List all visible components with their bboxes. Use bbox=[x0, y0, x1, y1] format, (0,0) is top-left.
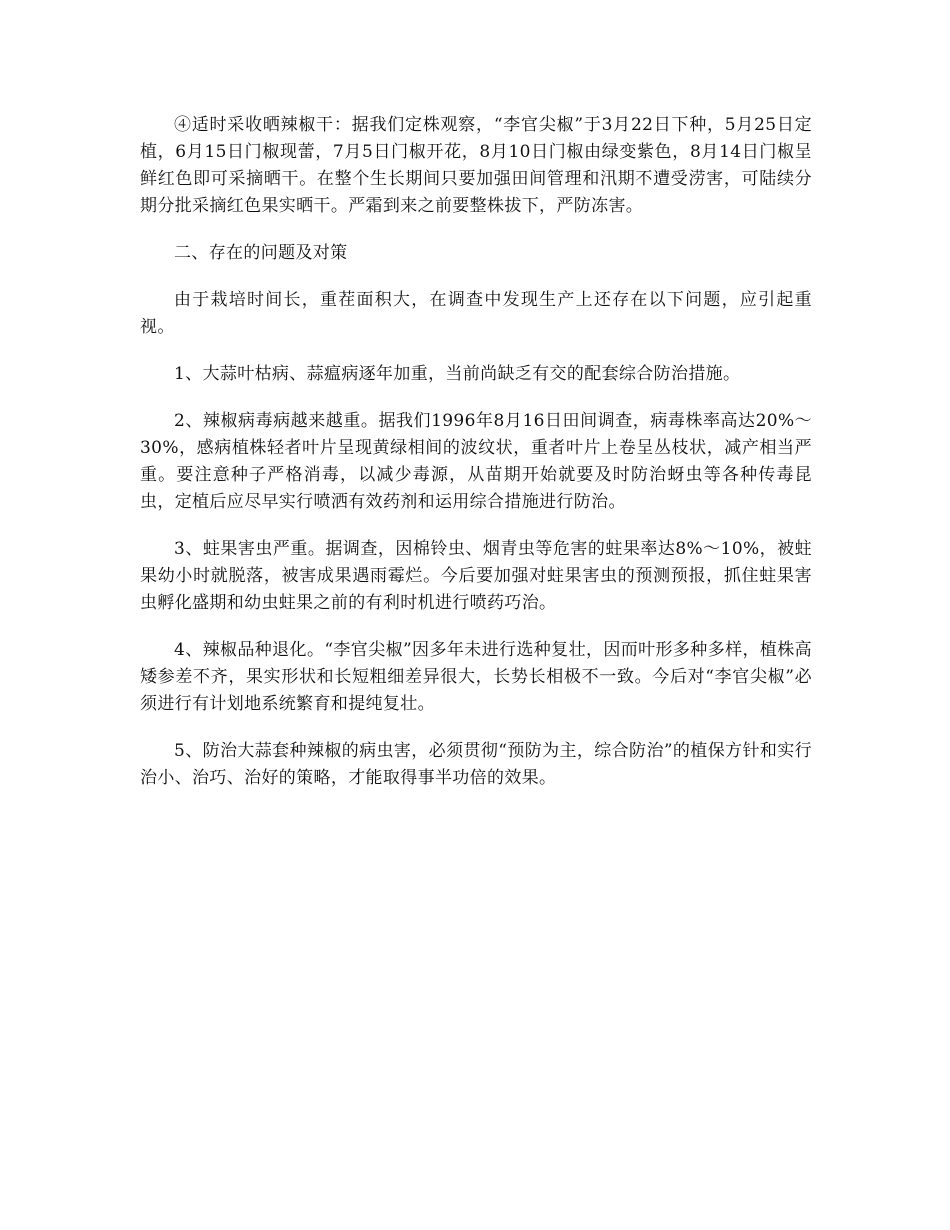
paragraph-item-5-pest-control-policy: 5、防治大蒜套种辣椒的病虫害，必须贯彻“预防为主，综合防治”的植保方针和实行治小、治巧、治好的策略，才能取得事半功倍的效果。 bbox=[140, 741, 812, 788]
section-heading-problems: 二、存在的问题及对策 bbox=[174, 243, 348, 263]
paragraph-item-4-variety-degeneration: 4、辣椒品种退化。“李官尖椒”因多年未进行选种复壮，因而叶形多种多样，植株高矮参差不齐，果实形状和长短粗细差异很大，长势长相极不一致。今后对“李官尖椒”必须进行有计划地系统繁育和提纯复壮。 bbox=[140, 640, 812, 714]
paragraph-harvest-drying: ④适时采收晒辣椒干：据我们定株观察，“李官尖椒”于3月22日下种，5月25日定植，6月15日门椒现蕾，7月5日门椒开花，8月10日门椒由绿变紫色，8月14日门椒呈鲜红色即可采摘晒干。在整个生长期间只要加强田间管理和汛期不遭受涝害，可陆续分期分批采摘红色果实晒干。严霜到来之前要整株拔下，严防冻害。 bbox=[140, 115, 812, 216]
paragraph-item-3-fruit-borer: 3、蛀果害虫严重。据调查，因棉铃虫、烟青虫等危害的蛀果率达8%～10%，被蛀果幼小时就脱落，被害成果遇雨霉烂。今后要加强对蛀果害虫的预测预报，抓住蛀果害虫孵化盛期和幼虫蛀果之前的有利时机进行喷药巧治。 bbox=[140, 539, 812, 613]
paragraph-item-1-garlic-disease: 1、大蒜叶枯病、蒜瘟病逐年加重，当前尚缺乏有交的配套综合防治措施。 bbox=[174, 364, 741, 384]
paragraph-item-2-pepper-virus: 2、辣椒病毒病越来越重。据我们1996年8月16日田间调查，病毒株率高达20%～30%，感病植株轻者叶片呈现黄绿相间的波纹状，重者叶片上卷呈丛枝状，减产相当严重。要注意种子严格消毒，以减少毒源，从苗期开始就要及时防治蚜虫等各种传毒昆虫，定植后应尽早实行喷洒有效药剂和运用综合措施进行防治。 bbox=[140, 411, 812, 512]
document-body bbox=[140, 112, 812, 812]
paragraph-problems-intro: 由于栽培时间长，重茬面积大，在调查中发现生产上还存在以下问题，应引起重视。 bbox=[140, 290, 812, 337]
